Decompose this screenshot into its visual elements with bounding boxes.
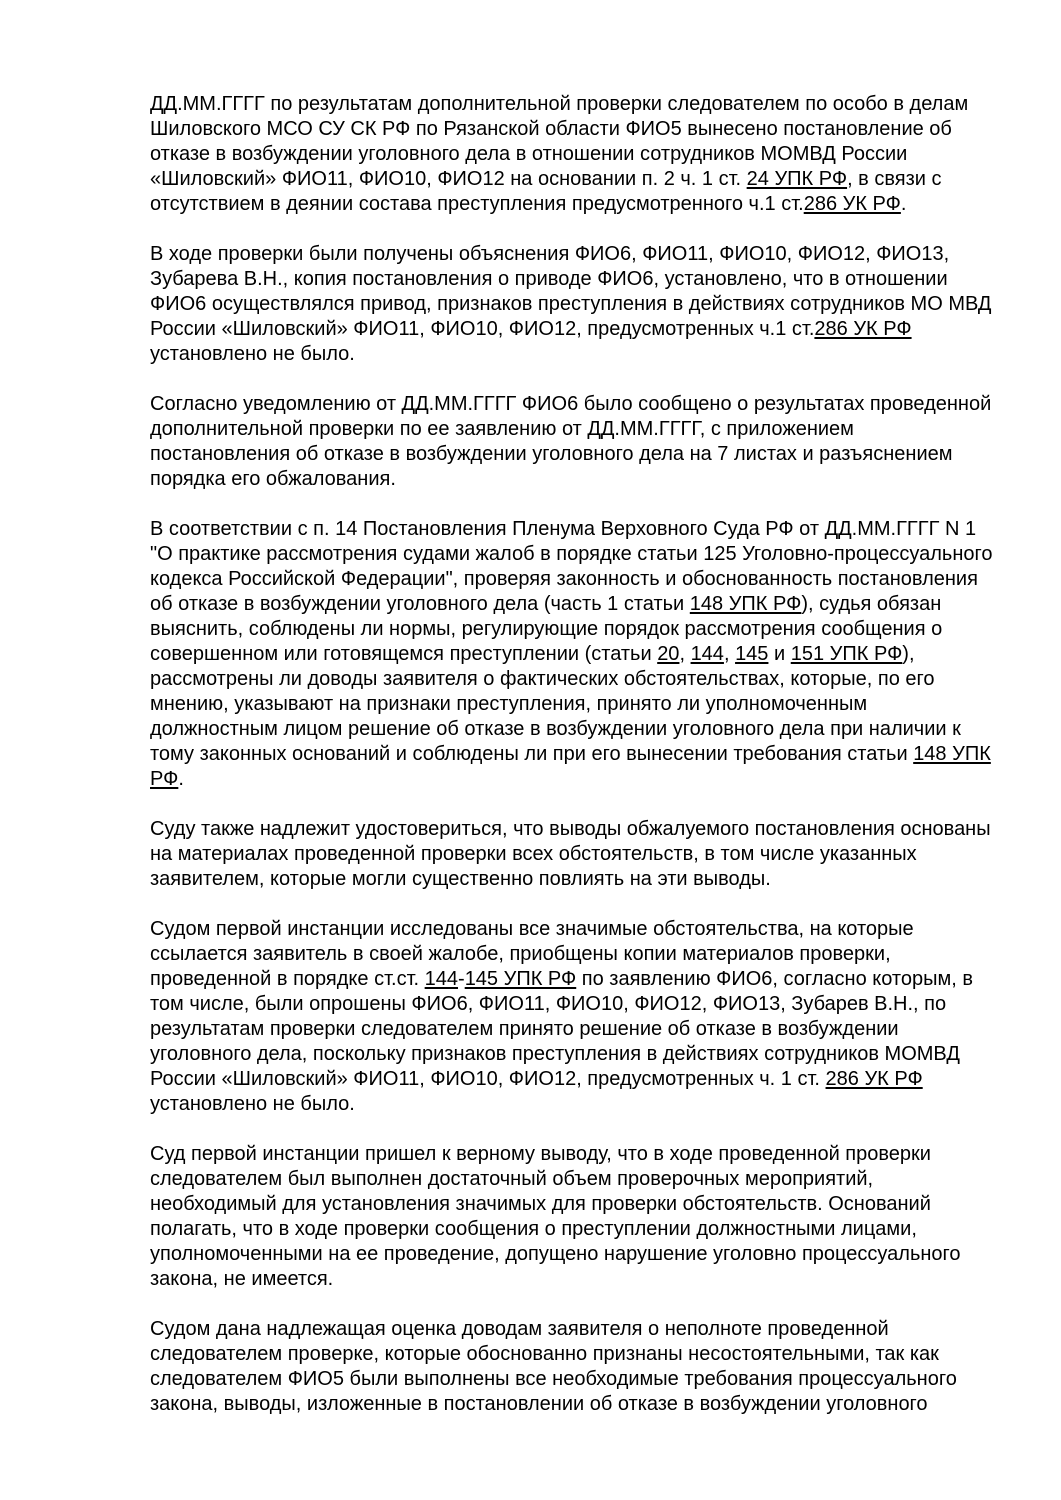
text-run: - — [458, 968, 465, 990]
text-run: Суд первой инстанции пришел к верному выводу, что в ходе проведенной проверки следователем был выполнен достаточный объем проверочных мероприятий, необходимый для установления значимых для проверки обстоятельств. Оснований полагать, что в ходе проверки сообщения о преступлении должностными лицами, уполномоченными на ее проведение, допущено нарушение уголовно процессуального закона, не имеется. — [150, 1143, 961, 1290]
text-run: В ходе проверки были получены объяснения ФИО6, ФИО11, ФИО10, ФИО12, ФИО13, Зубарева В.Н., копия постановления о приводе ФИО6, установлено, что в отношении ФИО6 осуществлялся привод, признаков преступления в действиях сотрудников МО МВД России «Шиловский» ФИО11, ФИО10, ФИО12, предусмотренных ч.1 ст. — [150, 243, 992, 340]
statute-link[interactable]: 145 — [735, 643, 769, 665]
statute-link[interactable]: 148 УПК РФ — [150, 743, 991, 790]
text-run: ДД.ММ.ГГГГ по результатам дополнительной проверки следователем по особо в делам Шиловского МСО СУ СК РФ по Рязанской области ФИО5 вынесено постановление об отказе в возбуждении уголовного дела в отношении сотрудников МОМВД России «Шиловский» ФИО11, ФИО10, ФИО12 на основании п. 2 ч. 1 ст. — [150, 93, 969, 190]
text-run: установлено не было. — [150, 343, 355, 365]
statute-link[interactable]: 24 УПК РФ — [746, 168, 848, 190]
paragraph-5 — [150, 817, 998, 892]
statute-link[interactable]: 286 УК РФ — [814, 318, 912, 340]
text-run: ), судья обязан выяснить, соблюдены ли нормы, регулирующие порядок рассмотрения сообщения о совершенном или готовящемся преступлении (статьи — [150, 593, 943, 665]
text-run: Судом первой инстанции исследованы все значимые обстоятельства, на которые ссылается заявитель в своей жалобе, приобщены копии материалов проверки, проведенной в порядке ст.ст. — [150, 918, 914, 990]
statute-link[interactable]: 151 УПК РФ — [790, 643, 903, 665]
paragraph-7 — [150, 1142, 998, 1292]
text-run: ), рассмотрены ли доводы заявителя о фактических обстоятельствах, которые, по его мнению, указывают на признаки преступления, принято ли уполномоченным должностным лицом решение об отказе в возбуждении уголовного дела при наличии к тому законных оснований и соблюдены ли при его вынесении требования статьи — [150, 643, 961, 765]
paragraph-3 — [150, 392, 998, 492]
statute-link[interactable]: 286 УК РФ — [825, 1068, 923, 1090]
text-run: . — [178, 768, 184, 790]
document-body — [150, 92, 998, 1442]
statute-link[interactable]: 148 УПК РФ — [689, 593, 802, 615]
paragraph-1 — [150, 92, 998, 217]
text-run: по заявлению ФИО6, согласно которым, в том числе, были опрошены ФИО6, ФИО11, ФИО10, ФИО12, ФИО13, Зубарев В.Н., по результатам проверки следователем принято решение об отказе в возбуждении уголовного дела, поскольку признаков преступления в действиях сотрудников МОМВД России «Шиловский» ФИО11, ФИО10, ФИО12, предусмотренных ч. 1 ст. — [150, 968, 973, 1090]
text-run: и — [768, 643, 791, 665]
paragraph-4 — [150, 517, 998, 792]
paragraph-8 — [150, 1317, 998, 1417]
statute-link[interactable]: 144 — [690, 643, 724, 665]
statute-link[interactable]: 144 — [424, 968, 459, 990]
statute-link[interactable]: 20 — [657, 643, 680, 665]
text-run: установлено не было. — [150, 1093, 355, 1115]
statute-link[interactable]: 286 УК РФ — [803, 193, 901, 215]
text-run: , — [679, 643, 691, 665]
paragraph-2 — [150, 242, 998, 367]
text-run: Суду также надлежит удостовериться, что выводы обжалуемого постановления основаны на материалах проведенной проверки всех обстоятельств, в том числе указанных заявителем, которые могли существенно повлиять на эти выводы. — [150, 818, 991, 890]
text-run: . — [900, 193, 907, 215]
paragraph-6 — [150, 917, 998, 1117]
text-run: В соответствии с п. 14 Постановления Пленума Верховного Суда РФ от ДД.ММ.ГГГГ N 1 "О практике рассмотрения судами жалоб в порядке статьи 125 Уголовно-процессуального кодекса Российской Федерации", проверяя законность и обоснованность постановления об отказе в возбуждении уголовного дела (часть 1 статьи — [150, 518, 993, 615]
text-run: Судом дана надлежащая оценка доводам заявителя о неполноте проведенной следователем проверке, которые обоснованно признаны несостоятельными, так как следователем ФИО5 были выполнены все необходимые требования процессуального закона, выводы, изложенные в постановлении об отказе в возбуждении уголовного — [150, 1318, 957, 1415]
text-run: Согласно уведомлению от ДД.ММ.ГГГГ ФИО6 было сообщено о результатах проведенной дополнительной проверки по ее заявлению от ДД.ММ.ГГГГ, с приложением постановления об отказе в возбуждении уголовного дела на 7 листах и разъяснением порядка его обжалования. — [150, 393, 992, 490]
text-run: , — [723, 643, 736, 665]
text-run: , в связи с отсутствием в деянии состава преступления предусмотренного ч.1 ст. — [150, 168, 942, 215]
statute-link[interactable]: 145 УПК РФ — [464, 968, 577, 990]
